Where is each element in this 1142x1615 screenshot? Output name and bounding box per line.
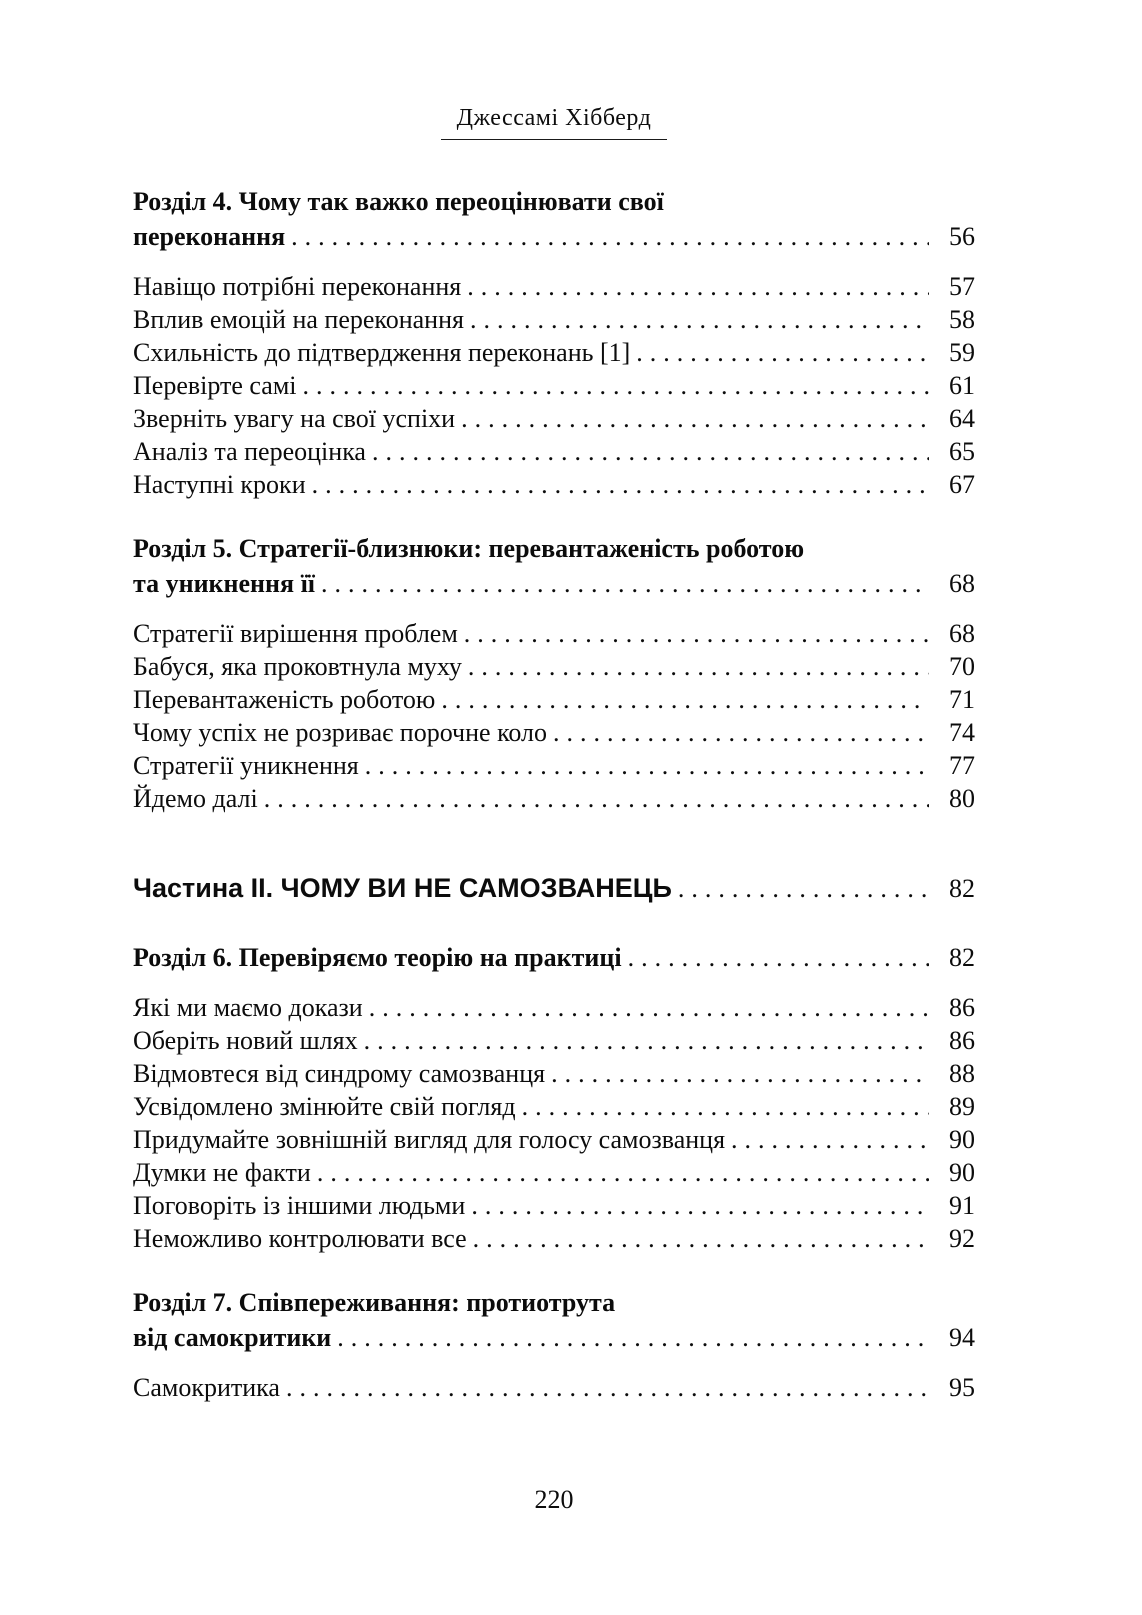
dot-leader	[553, 716, 929, 749]
toc-entry	[133, 184, 975, 219]
toc-entry	[133, 1156, 975, 1189]
running-header	[133, 104, 975, 140]
dot-leader	[321, 566, 929, 601]
dot-leader	[678, 871, 929, 906]
page-number: 220	[534, 1485, 574, 1514]
dot-leader	[731, 1123, 929, 1156]
toc-entry-title: Аналіз та переоцінка	[133, 437, 366, 466]
toc-entry-title: Неможливо контролювати все	[133, 1224, 467, 1253]
page-footer	[133, 1485, 975, 1515]
toc-entry-page-number: 67	[949, 470, 975, 499]
dot-leader	[470, 303, 929, 336]
toc-entry	[133, 303, 975, 336]
toc-entry-title: Зверніть увагу на свої успіхи	[133, 404, 456, 433]
toc-entry-page-number: 89	[949, 1092, 975, 1121]
toc-entry-page-number: 86	[949, 993, 975, 1022]
toc-entry	[133, 1123, 975, 1156]
dot-leader	[264, 782, 929, 815]
toc-entry-title: Розділ 5. Стратегії-близнюки: перевантаженість роботою	[133, 534, 805, 563]
dot-leader	[441, 683, 929, 716]
toc-entry-title: Придумайте зовнішній вигляд для голосу самозванця	[133, 1125, 726, 1154]
toc-entry-page-number: 65	[949, 437, 975, 466]
toc-entry-page-number: 86	[949, 1026, 975, 1055]
toc-entry-title: Поговоріть із іншими людьми	[133, 1191, 466, 1220]
toc-entry-title: та уникнення її	[133, 569, 316, 598]
dot-leader	[337, 1320, 929, 1355]
toc-entry-page-number: 88	[949, 1059, 975, 1088]
toc-entry	[133, 782, 975, 815]
toc-entry-page-number: 68	[949, 569, 975, 598]
toc-entry-title: Схильність до підтвердження переконань [1]	[133, 338, 631, 367]
toc-entry	[133, 1057, 975, 1090]
toc-entry	[133, 991, 975, 1024]
dot-leader	[522, 1090, 929, 1123]
dot-leader	[303, 369, 930, 402]
toc-entry-page-number: 68	[949, 619, 975, 648]
toc-entry-page-number: 59	[949, 338, 975, 367]
toc-entry-page-number: 64	[949, 404, 975, 433]
toc-entry	[133, 1189, 975, 1222]
toc-entry-title: Розділ 4. Чому так важко переоцінювати свої	[133, 187, 664, 216]
toc-entry-title: Вплив емоцій на переконання	[133, 305, 464, 334]
dot-leader	[471, 1189, 929, 1222]
toc-entry	[133, 219, 975, 254]
dot-leader	[291, 219, 929, 254]
toc-entry	[133, 683, 975, 716]
toc-entry	[133, 402, 975, 435]
toc-entry-title: Чому успіх не розриває порочне коло	[133, 718, 548, 747]
toc-entry	[133, 1090, 975, 1123]
toc-entry-title: Стратегії уникнення	[133, 751, 359, 780]
dot-leader	[467, 270, 929, 303]
toc-entry	[133, 871, 975, 906]
toc-entry	[133, 940, 975, 975]
toc-entry-title: Йдемо далі	[133, 784, 258, 813]
dot-leader	[364, 1024, 929, 1057]
toc-entry	[133, 369, 975, 402]
toc-entry-title: Розділ 6. Перевіряємо теорію на практиці	[133, 943, 622, 972]
toc-entry	[133, 270, 975, 303]
toc-entry-title: Які ми маємо докази	[133, 993, 363, 1022]
toc-entry-page-number: 58	[949, 305, 975, 334]
toc-entry	[133, 1222, 975, 1255]
toc-entry-title: Оберіть новий шлях	[133, 1026, 358, 1055]
toc-entry-title: переконання	[133, 222, 286, 251]
dot-leader	[317, 1156, 929, 1189]
dot-leader	[312, 468, 929, 501]
toc-entry-title: Навіщо потрібні переконання	[133, 272, 462, 301]
toc-entry-title: від самокритики	[133, 1323, 332, 1352]
toc-entry-title: Розділ 7. Співпереживання: протиотрута	[133, 1288, 616, 1317]
toc-entry	[133, 1320, 975, 1355]
dot-leader	[369, 991, 929, 1024]
toc-entry-page-number: 74	[949, 718, 975, 747]
toc-entry-page-number: 82	[949, 874, 975, 903]
toc-entry-title: Перевантаженість роботою	[133, 685, 436, 714]
toc-entry-page-number: 56	[949, 222, 975, 251]
toc-entry-page-number: 77	[949, 751, 975, 780]
toc-entry-title: Самокритика	[133, 1373, 280, 1402]
dot-leader	[464, 617, 929, 650]
toc-entry	[133, 531, 975, 566]
toc-entry-page-number: 70	[949, 652, 975, 681]
toc-entry	[133, 1371, 975, 1404]
dot-leader	[473, 1222, 929, 1255]
toc-entry	[133, 435, 975, 468]
toc-entry	[133, 749, 975, 782]
toc-entry	[133, 336, 975, 369]
toc-entry-title: Частина ІІ. ЧОМУ ВИ НЕ САМОЗВАНЕЦЬ	[133, 873, 672, 903]
toc-entry	[133, 1024, 975, 1057]
toc-entry-title: Наступні кроки	[133, 470, 306, 499]
dot-leader	[551, 1057, 929, 1090]
toc-entry-page-number: 61	[949, 371, 975, 400]
author-name-header: Джессамі Хібберд	[441, 104, 668, 140]
dot-leader	[365, 749, 929, 782]
toc-entry-page-number: 71	[949, 685, 975, 714]
toc-entry	[133, 617, 975, 650]
dot-leader	[286, 1371, 929, 1404]
toc-entry-title: Бабуся, яка проковтнула муху	[133, 652, 462, 681]
toc-entry	[133, 566, 975, 601]
dot-leader	[372, 435, 929, 468]
dot-leader	[628, 940, 929, 975]
toc-entry-page-number: 90	[949, 1158, 975, 1187]
toc-entry-page-number: 82	[949, 943, 975, 972]
toc-entry	[133, 716, 975, 749]
toc-entry-page-number: 90	[949, 1125, 975, 1154]
toc-entry	[133, 650, 975, 683]
toc-entry-title: Усвідомлено змінюйте свій погляд	[133, 1092, 516, 1121]
toc-entry-page-number: 92	[949, 1224, 975, 1253]
toc-entry-title: Стратегії вирішення проблем	[133, 619, 458, 648]
toc-entry	[133, 1285, 975, 1320]
dot-leader	[468, 650, 929, 683]
toc-entry	[133, 468, 975, 501]
toc-entry-page-number: 91	[949, 1191, 975, 1220]
toc-entry-page-number: 94	[949, 1323, 975, 1352]
toc-entry-page-number: 80	[949, 784, 975, 813]
dot-leader	[461, 402, 929, 435]
dot-leader	[636, 336, 929, 369]
toc-entry-title: Перевірте самі	[133, 371, 297, 400]
toc-entry-title: Відмовтеся від синдрому самозванця	[133, 1059, 546, 1088]
toc-entry-page-number: 57	[949, 272, 975, 301]
toc-entry-page-number: 95	[949, 1373, 975, 1402]
table-of-contents	[133, 184, 975, 1404]
toc-entry-title: Думки не факти	[133, 1158, 311, 1187]
